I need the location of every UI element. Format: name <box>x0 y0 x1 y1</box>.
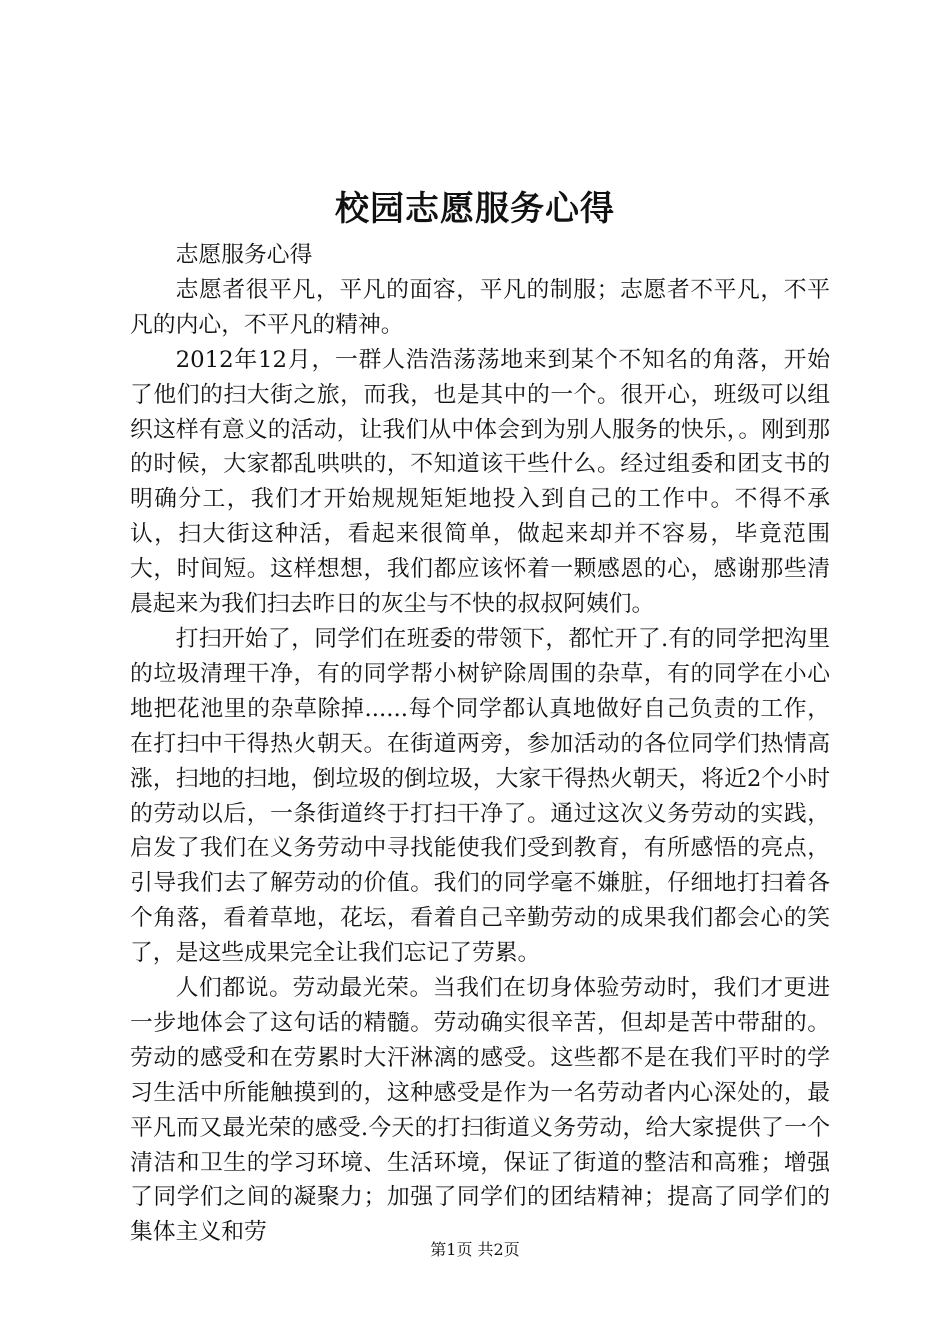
paragraph: 人们都说。劳动最光荣。当我们在切身体验劳动时，我们才更进一步地体会了这句话的精髓。劳动确实很辛苦，但却是苦中带甜的。劳动的感受和在劳累时大汗淋漓的感受。这些都不是在我们平时的学习生活中所能触摸到的，这种感受是作为一名劳动者内心深处的，最平凡而又最光荣的感受.今天的打扫街道义务劳动，给大家提供了一个清洁和卫生的学习环境、生活环境，保证了街道的整洁和高雅；增强了同学们之间的凝聚力；加强了同学们的团结精神；提高了同学们的集体主义和劳 <box>130 975 830 1246</box>
page-footer: 第1页 共2页 <box>430 1240 520 1259</box>
paragraph: 志愿者很平凡，平凡的面容，平凡的制服；志愿者不平凡，不平凡的内心，不平凡的精神。 <box>130 276 830 338</box>
document-title: 校园志愿服务心得 <box>335 189 615 229</box>
paragraph: 打扫开始了，同学们在班委的带领下，都忙开了.有的同学把沟里的垃圾清理干净，有的同学帮小树铲除周围的杂草，有的同学在小心地把花池里的杂草除掉......每个同学都认真地做好自己负责的工作，在打扫中干得热火朝天。在街道两旁，参加活动的各位同学们热情高涨，扫地的扫地，倒垃圾的倒垃圾，大家干得热火朝天，将近2个小时的劳动以后，一条街道终于打扫干净了。通过这次义务劳动的实践，启发了我们在义务劳动中寻找能使我们受到教育，有所感悟的亮点，引导我们去了解劳动的价值。我们的同学毫不嫌脏，仔细地打扫着各个角落，看着草地，花坛，看着自己辛勤劳动的成果我们都会心的笑了，是这些成果完全让我们忘记了劳累。 <box>130 625 830 967</box>
document-body <box>130 238 830 1250</box>
paragraph: 2012年12月，一群人浩浩荡荡地来到某个不知名的角落，开始了他们的扫大街之旅，而我，也是其中的一个。很开心，班级可以组织这样有意义的活动，让我们从中体会到为别人服务的快乐，。刚到那的时候，大家都乱哄哄的，不知道该干些什么。经过组委和团支书的明确分工，我们才开始规规矩矩地投入到自己的工作中。不得不承认，扫大街这种活，看起来很简单，做起来却并不容易，毕竟范围大，时间短。这样想想，我们都应该怀着一颗感恩的心，感谢那些清晨起来为我们扫去昨日的灰尘与不快的叔叔阿姨们。 <box>130 346 830 618</box>
paragraph-subtitle: 志愿服务心得 <box>175 242 313 268</box>
